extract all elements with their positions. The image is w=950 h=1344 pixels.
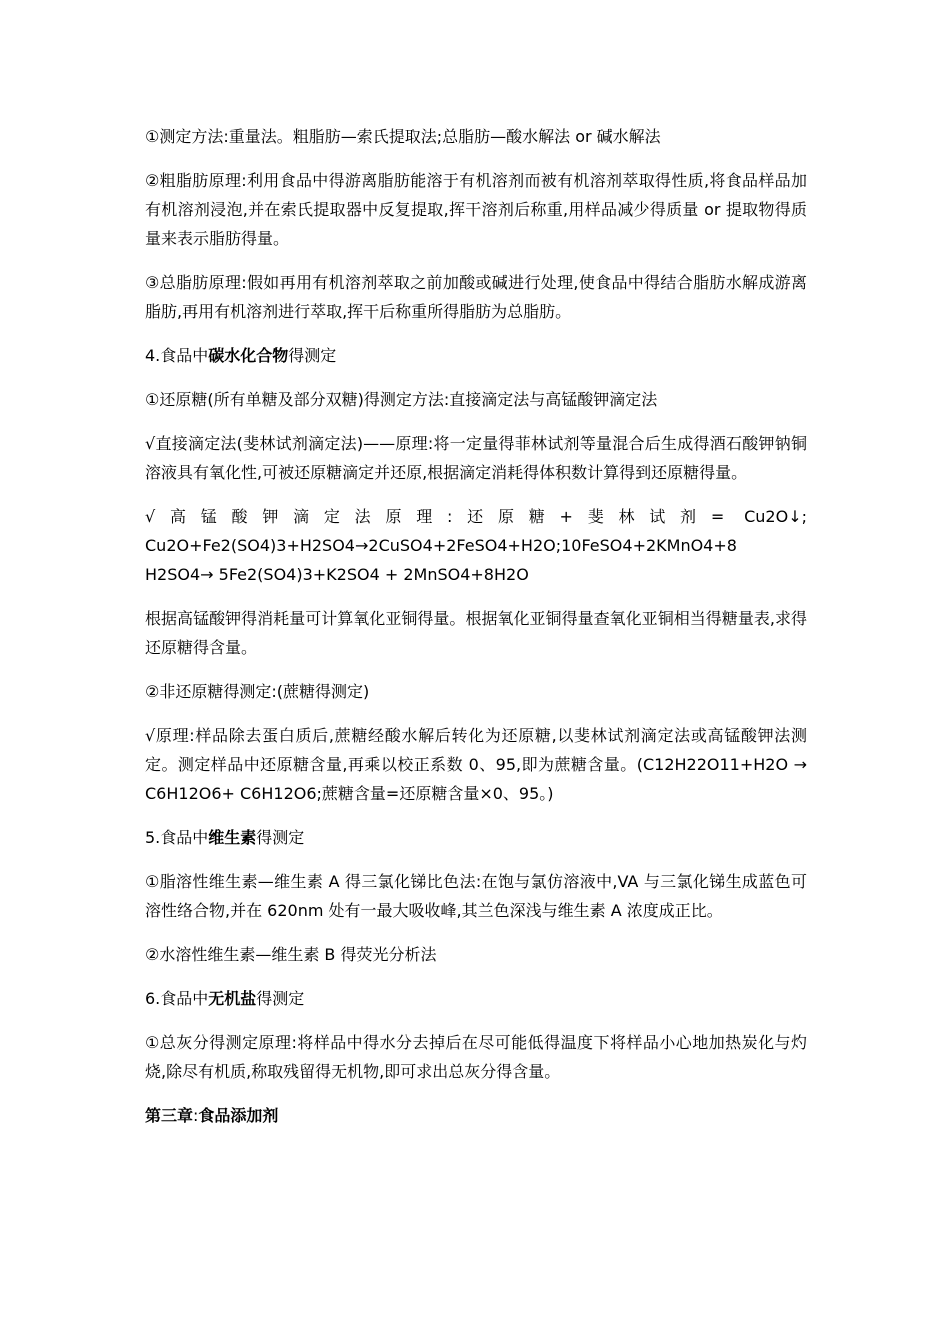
heading-bold-term: 无机盐 <box>208 989 257 1008</box>
permanganate-line-2: Cu2O+Fe2(SO4)3+H2SO4→2CuSO4+2FeSO4+H2O;10FeSO4+2KMnO4+8 <box>145 536 737 555</box>
heading-vitamin <box>145 823 807 852</box>
heading-suffix: 得测定 <box>256 828 305 847</box>
paragraph-sucrose-principle: √原理:样品除去蛋白质后,蔗糖经酸水解后转化为还原糖,以斐林试剂滴定法或高锰酸钾法测定。测定样品中还原糖含量,再乘以校正系数 0、95,即为蔗糖含量。(C12H22O11+H2O → C6H12O6+ C6H12O6;蔗糖含量=还原糖含量×0、95。) <box>145 726 807 803</box>
heading-carbohydrate <box>145 341 807 370</box>
permanganate-line-3: H2SO4→ 5Fe2(SO4)3+K2SO4 + 2MnSO4+8H2O <box>145 565 529 584</box>
paragraph-crude-fat-principle: ②粗脂肪原理:利用食品中得游离脂肪能溶于有机溶剂而被有机溶剂萃取得性质,将食品样品加有机溶剂浸泡,并在索氏提取器中反复提取,挥干溶剂后称重,用样品减少得质量 or 提取物得质量来表示脂肪得量。 <box>145 171 807 248</box>
heading-suffix: 得测定 <box>256 989 305 1008</box>
paragraph-total-ash: ①总灰分得测定原理:将样品中得水分去掉后在尽可能低得温度下将样品小心地加热炭化与灼烧,除尽有机质,称取残留得无机物,即可求出总灰分得含量。 <box>145 1033 807 1081</box>
paragraph-vitamin-a: ①脂溶性维生素—维生素 A 得三氯化锑比色法:在饱与氯仿溶液中,VA 与三氯化锑生成蓝色可溶性络合物,并在 620nm 处有一最大吸收峰,其兰色深浅与维生素 A 浓度成正比。 <box>145 872 807 920</box>
chapter-colon: : <box>193 1106 199 1125</box>
paragraph-total-fat-principle: ③总脂肪原理:假如再用有机溶剂萃取之前加酸或碱进行处理,使食品中得结合脂肪水解成游离脂肪,再用有机溶剂进行萃取,挥干后称重所得脂肪为总脂肪。 <box>145 273 807 321</box>
permanganate-line-1: √高锰酸钾滴定法原理:还原糖+斐林试剂= Cu2O↓; <box>145 507 807 526</box>
heading-bold-term: 碳水化合物 <box>208 346 289 365</box>
paragraph-non-reducing-sugar: ②非还原糖得测定:(蔗糖得测定) <box>145 682 370 701</box>
heading-suffix: 得测定 <box>288 346 337 365</box>
chapter-title: 食品添加剂 <box>198 1106 279 1125</box>
paragraph-permanganate-calculation: 根据高锰酸钾得消耗量可计算氧化亚铜得量。根据氧化亚铜得量查氧化亚铜相当得糖量表,求得还原糖得含量。 <box>145 609 807 657</box>
heading-chapter-3 <box>145 1101 807 1130</box>
document-body <box>145 122 807 1145</box>
paragraph-permanganate-titration <box>145 502 807 589</box>
paragraph-fat-methods: ①测定方法:重量法。粗脂肪—索氏提取法;总脂肪—酸水解法 or 碱水解法 <box>145 127 661 146</box>
heading-prefix: 4.食品中 <box>145 346 209 365</box>
heading-prefix: 6.食品中 <box>145 989 209 1008</box>
paragraph-direct-titration: √直接滴定法(斐林试剂滴定法)——原理:将一定量得菲林试剂等量混合后生成得酒石酸钾钠铜溶液具有氧化性,可被还原糖滴定并还原,根据滴定消耗得体积数计算得到还原糖得量。 <box>145 434 807 482</box>
heading-bold-term: 维生素 <box>208 828 257 847</box>
chapter-label: 第三章 <box>145 1106 194 1125</box>
heading-prefix: 5.食品中 <box>145 828 209 847</box>
heading-inorganic-salt <box>145 984 807 1013</box>
paragraph-reducing-sugar-methods: ①还原糖(所有单糖及部分双糖)得测定方法:直接滴定法与高锰酸钾滴定法 <box>145 390 658 409</box>
paragraph-vitamin-b: ②水溶性维生素—维生素 B 得荧光分析法 <box>145 945 437 964</box>
